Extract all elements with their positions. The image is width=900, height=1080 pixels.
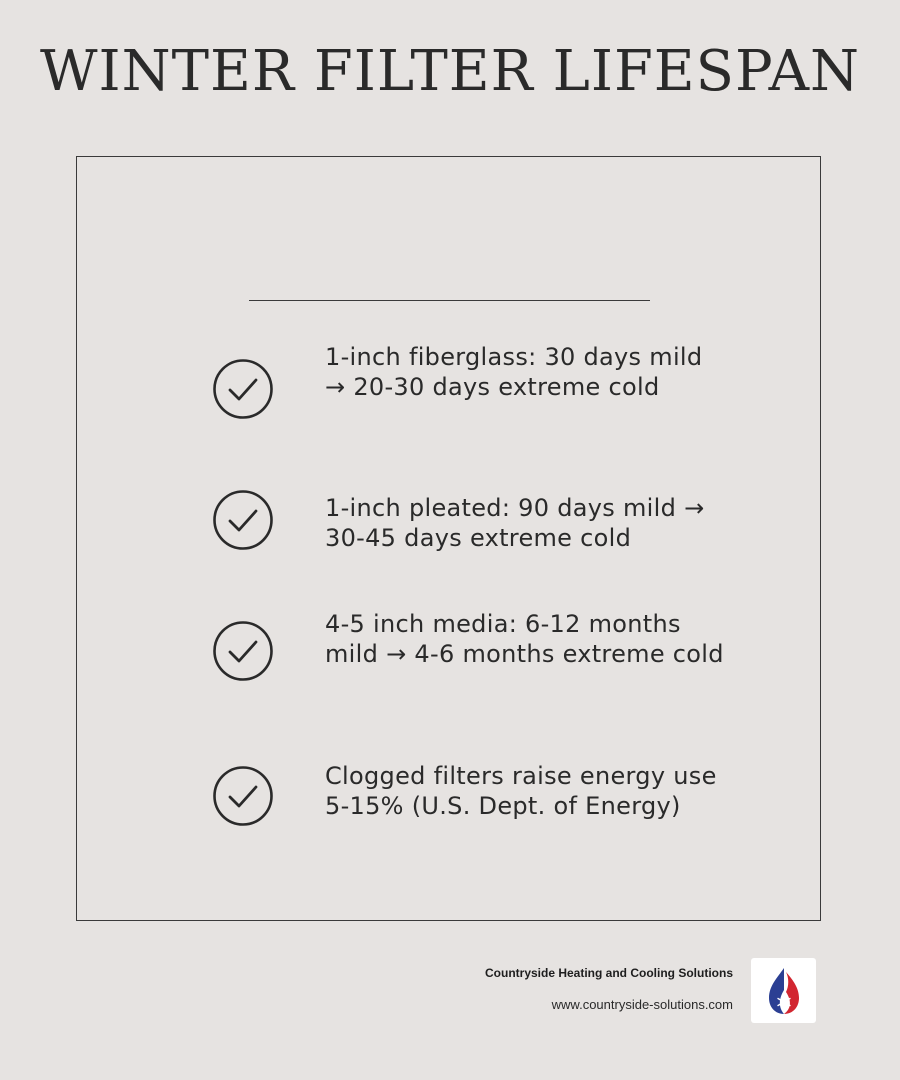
check-circle-icon — [212, 765, 274, 827]
company-name: Countryside Heating and Cooling Solutions — [485, 966, 733, 980]
company-url: www.countryside-solutions.com — [551, 997, 733, 1012]
company-logo — [751, 958, 816, 1023]
list-item-text: 1-inch fiberglass: 30 days mild → 20-30 days extreme cold — [325, 343, 703, 401]
page-title: WINTER FILTER LIFESPAN — [39, 39, 861, 104]
list-item-text: Clogged filters raise energy use 5-15% (U.S. Dept. of Energy) — [325, 762, 717, 820]
check-circle-icon — [212, 358, 274, 420]
list-item-text: 4-5 inch media: 6-12 months mild → 4-6 months extreme cold — [325, 610, 724, 668]
divider-line — [249, 300, 650, 301]
check-circle-icon — [212, 620, 274, 682]
list-item-text: 1-inch pleated: 90 days mild → 30-45 days extreme cold — [325, 494, 705, 552]
flame-snowflake-logo-icon — [765, 966, 803, 1016]
check-circle-icon — [212, 489, 274, 551]
